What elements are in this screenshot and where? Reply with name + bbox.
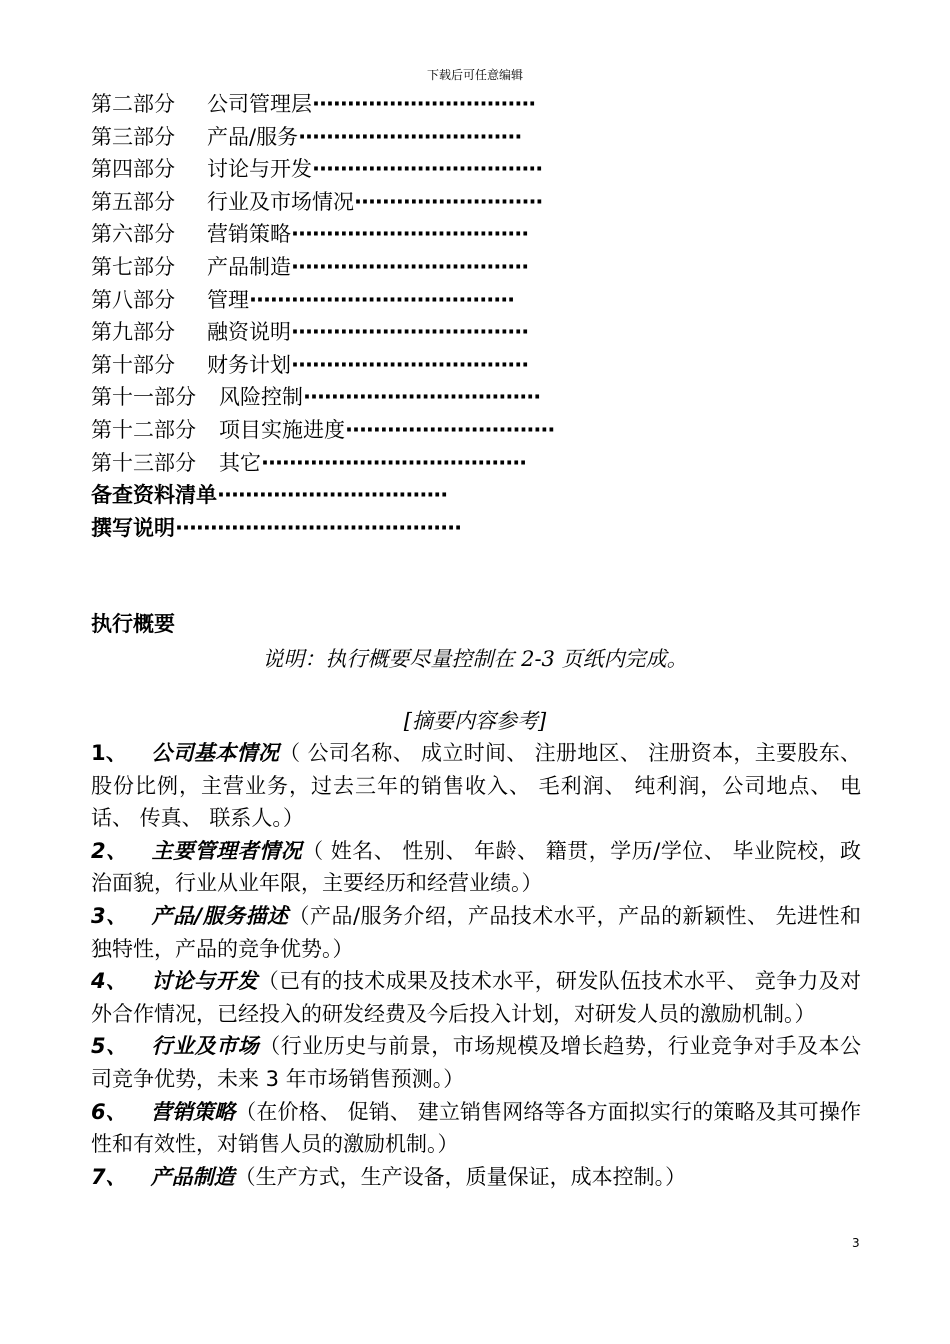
toc-part-number: 第十二部分	[91, 417, 196, 442]
toc-row	[91, 349, 554, 382]
toc-leader-dots: ··································	[291, 320, 529, 345]
toc-leader-dots: ···························	[354, 189, 543, 214]
summary-item	[91, 1161, 861, 1194]
item-heading: 产品/服务描述	[151, 903, 289, 928]
toc-leader-dots: ······································	[261, 450, 527, 475]
toc-appendix-title: 备查资料清单	[91, 483, 217, 508]
summary-item	[91, 965, 861, 1030]
toc-part-title: 讨论与开发	[207, 157, 312, 182]
item-body: （ 公司名称、 成立时间、 注册地区、 注册资本，主要股东、 股份比例，主营业务，过去三年的销售收入、 毛利润、 纯利润，公司地点、 电话、 传真、 联系人。）	[91, 741, 862, 831]
toc-row	[91, 414, 554, 447]
section-title-executive-summary: 执行概要	[91, 612, 175, 636]
toc-part-number: 第三部分	[91, 124, 175, 149]
toc-leader-dots: ··································	[291, 254, 529, 279]
toc-leader-dots: ······································	[249, 287, 515, 312]
toc-row	[91, 447, 554, 480]
toc-leader-dots: ·································	[312, 157, 543, 182]
summary-reference-title: [摘要内容参考]	[403, 709, 547, 733]
toc-row	[91, 186, 554, 219]
page-header: 下载后可任意编辑	[426, 68, 523, 82]
toc-row	[91, 316, 554, 349]
toc-leader-dots: ··································	[291, 352, 529, 377]
summary-items	[91, 737, 861, 1193]
toc-part-title: 融资说明	[207, 320, 291, 345]
toc-leader-dots: ··································	[291, 222, 529, 247]
toc-row-writing-guide	[91, 512, 554, 545]
toc-part-title: 风险控制	[219, 385, 303, 410]
summary-item	[91, 835, 861, 900]
toc-part-number: 第十部分	[91, 352, 175, 377]
toc-row	[91, 153, 554, 186]
toc-part-title: 营销策略	[207, 222, 291, 247]
item-body: （行业历史与前景，市场规模及增长趋势，行业竞争对手及本公司竞争优势，未来 3 年市场销售预测。）	[91, 1034, 861, 1091]
toc-leader-dots: ··································	[303, 385, 541, 410]
toc-part-number: 第九部分	[91, 320, 175, 345]
toc-part-title: 行业及市场情况	[207, 189, 354, 214]
toc-part-title: 产品制造	[207, 254, 291, 279]
toc-part-number: 第十三部分	[91, 450, 196, 475]
executive-summary-note: 说明：执行概要尽量控制在 2-3 页纸内完成。	[262, 647, 688, 671]
toc-row	[91, 381, 554, 414]
item-body: （生产方式，生产设备，质量保证，成本控制。）	[234, 1164, 687, 1189]
item-number: 7、	[91, 1164, 127, 1189]
summary-item	[91, 1030, 861, 1095]
item-heading: 主要管理者情况	[151, 838, 303, 863]
page-number: 3	[852, 1236, 860, 1250]
toc-part-number: 第八部分	[91, 287, 175, 312]
toc-row-appendix	[91, 479, 554, 512]
item-heading: 讨论与开发	[151, 969, 258, 994]
summary-item	[91, 737, 861, 835]
toc-row	[91, 121, 554, 154]
item-number: 3、	[91, 903, 128, 928]
toc-part-title: 其它	[219, 450, 261, 475]
toc-part-number: 第七部分	[91, 254, 175, 279]
item-body: （ 姓名、 性别、 年龄、 籍贯，学历/学位、 毕业院校，政治面貌，行业从业年限，主要经历和经营业绩。）	[91, 838, 861, 896]
item-number: 5、	[91, 1034, 128, 1059]
toc-part-number: 第十一部分	[91, 385, 196, 410]
toc-part-title: 公司管理层	[207, 92, 312, 116]
toc-part-number: 第二部分	[91, 92, 175, 116]
summary-item	[91, 1096, 861, 1161]
item-number: 2、	[91, 838, 128, 863]
toc-leader-dots: ······························	[345, 417, 555, 442]
toc-leader-dots: ································	[312, 92, 536, 116]
item-heading: 营销策略	[150, 1099, 236, 1124]
toc-row	[91, 218, 554, 251]
item-body: （产品/服务介绍，产品技术水平，产品的新颖性、 先进性和独特性，产品的竞争优势。）	[91, 903, 861, 961]
toc-part-title: 财务计划	[207, 352, 291, 377]
summary-item	[91, 900, 861, 965]
item-body: （在价格、 促销、 建立销售网络等各方面拟实行的策略及其可操作性和有效性，对销售人员的激励机制。）	[91, 1099, 861, 1157]
toc-leader-dots: ·········································	[175, 515, 462, 540]
toc-row	[91, 284, 554, 317]
toc-part-number: 第四部分	[91, 157, 175, 182]
toc-leader-dots: ·································	[217, 483, 448, 508]
toc-row	[91, 251, 554, 284]
toc-leader-dots: ································	[298, 124, 522, 149]
item-heading: 产品制造	[150, 1164, 235, 1189]
toc-part-number: 第六部分	[91, 222, 175, 247]
item-heading: 公司基本情况	[151, 741, 280, 765]
toc-writing-guide-title: 撰写说明	[91, 515, 175, 540]
item-number: 4、	[91, 969, 128, 994]
toc-part-title: 产品/服务	[207, 124, 299, 149]
toc-row	[91, 88, 554, 121]
toc-part-title: 项目实施进度	[219, 417, 345, 442]
toc-part-title: 管理	[207, 287, 249, 312]
toc-part-number: 第五部分	[91, 189, 175, 214]
item-number: 6、	[91, 1099, 127, 1124]
table-of-contents	[91, 88, 554, 544]
item-body: （已有的技术成果及技术水平，研发队伍技术水平、 竞争力及对外合作情况，已经投入的研发经费及今后投入计划，对研发人员的激励机制。）	[91, 969, 861, 1026]
item-heading: 行业及市场	[151, 1034, 260, 1059]
item-number: 1、	[91, 741, 128, 765]
